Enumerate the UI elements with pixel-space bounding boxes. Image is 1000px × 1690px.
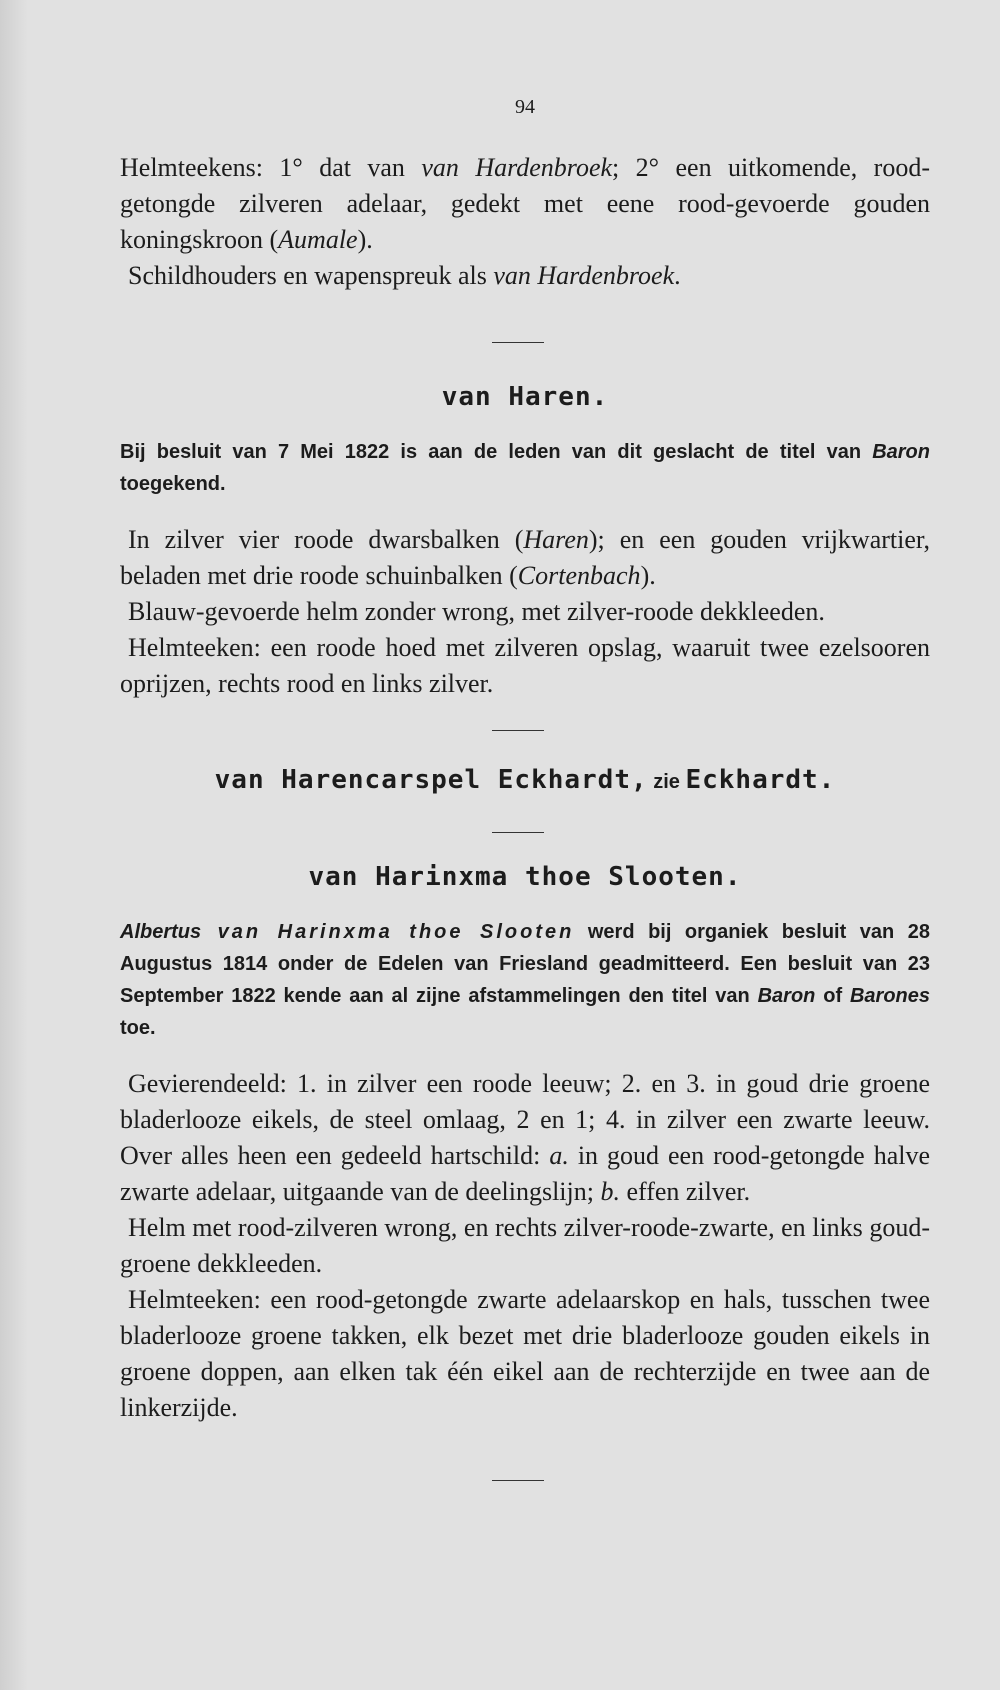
haren-helmteeken: Helmteeken: een roode hoed met zilveren opslag, waaruit twee ezelsooren oprijzen, rechts rood en links zilver. [120, 633, 930, 698]
page-number: 94 [515, 96, 535, 118]
section-divider [492, 1480, 544, 1481]
section-divider [492, 832, 544, 833]
intro-block [120, 150, 930, 294]
harinxma-helm: Helm met rood-zilveren wrong, en rechts zilver-roode-zwarte, en links goud-groene dekkleeden. [120, 1213, 930, 1278]
harinxma-decree: Albertus van Harinxma thoe Slooten werd bij organiek besluit van 28 Augustus 1814 onder de Edelen van Friesland geadmitteerd. Een besluit van 23 September 1822 kende aan al zijne afstammelingen den titel van Baron of Barones toe. [120, 921, 930, 1039]
heading-van-harencarspel-eckhardt: van Harencarspel Eckhardt, zie Eckhardt. [214, 765, 836, 795]
harinxma-block [120, 916, 930, 1426]
haren-decree: Bij besluit van 7 Mei 1822 is aan de leden van dit geslacht de titel van Baron toegekend. [120, 441, 930, 495]
heading-van-harinxma-thoe-slooten: van Harinxma thoe Slooten. [308, 862, 742, 892]
haren-blazon: In zilver vier roode dwarsbalken (Haren); en een gouden vrijkwartier, beladen met drie roode schuinbalken (Cortenbach). [120, 525, 930, 590]
harinxma-blazon: Gevierendeeld: 1. in zilver een roode leeuw; 2. en 3. in goud drie groene bladerlooze eikels, de steel omlaag, 2 en 1; 4. in zilver een zwarte leeuw. Over alles heen een gedeeld hartschild: a. in goud een rood-getongde halve zwarte adelaar, uitgaande van de deelingslijn; b. effen zilver. [120, 1069, 931, 1206]
haren-block [120, 436, 930, 702]
section-divider [492, 730, 544, 731]
intro-paragraph-helmteekens: Helmteekens: 1° dat van van Hardenbroek; 2° een uitkomende, rood-getongde zilveren adelaar, gedekt met eene rood-gevoerde gouden koningskroon (Aumale). [120, 153, 930, 254]
section-divider [492, 342, 544, 343]
harinxma-helmteeken: Helmteeken: een rood-getongde zwarte adelaarskop en hals, tusschen twee bladerlooze groene takken, elk bezet met drie bladerlooze gouden eikels in groene doppen, aan elken tak één eikel aan de rechterzijde en twee aan de linkerzijde. [120, 1285, 930, 1422]
heading-van-haren: van Haren. [441, 382, 609, 412]
intro-paragraph-schildhouders: Schildhouders en wapenspreuk als van Hardenbroek. [128, 261, 681, 290]
haren-helm: Blauw-gevoerde helm zonder wrong, met zilver-roode dekkleeden. [128, 597, 825, 626]
